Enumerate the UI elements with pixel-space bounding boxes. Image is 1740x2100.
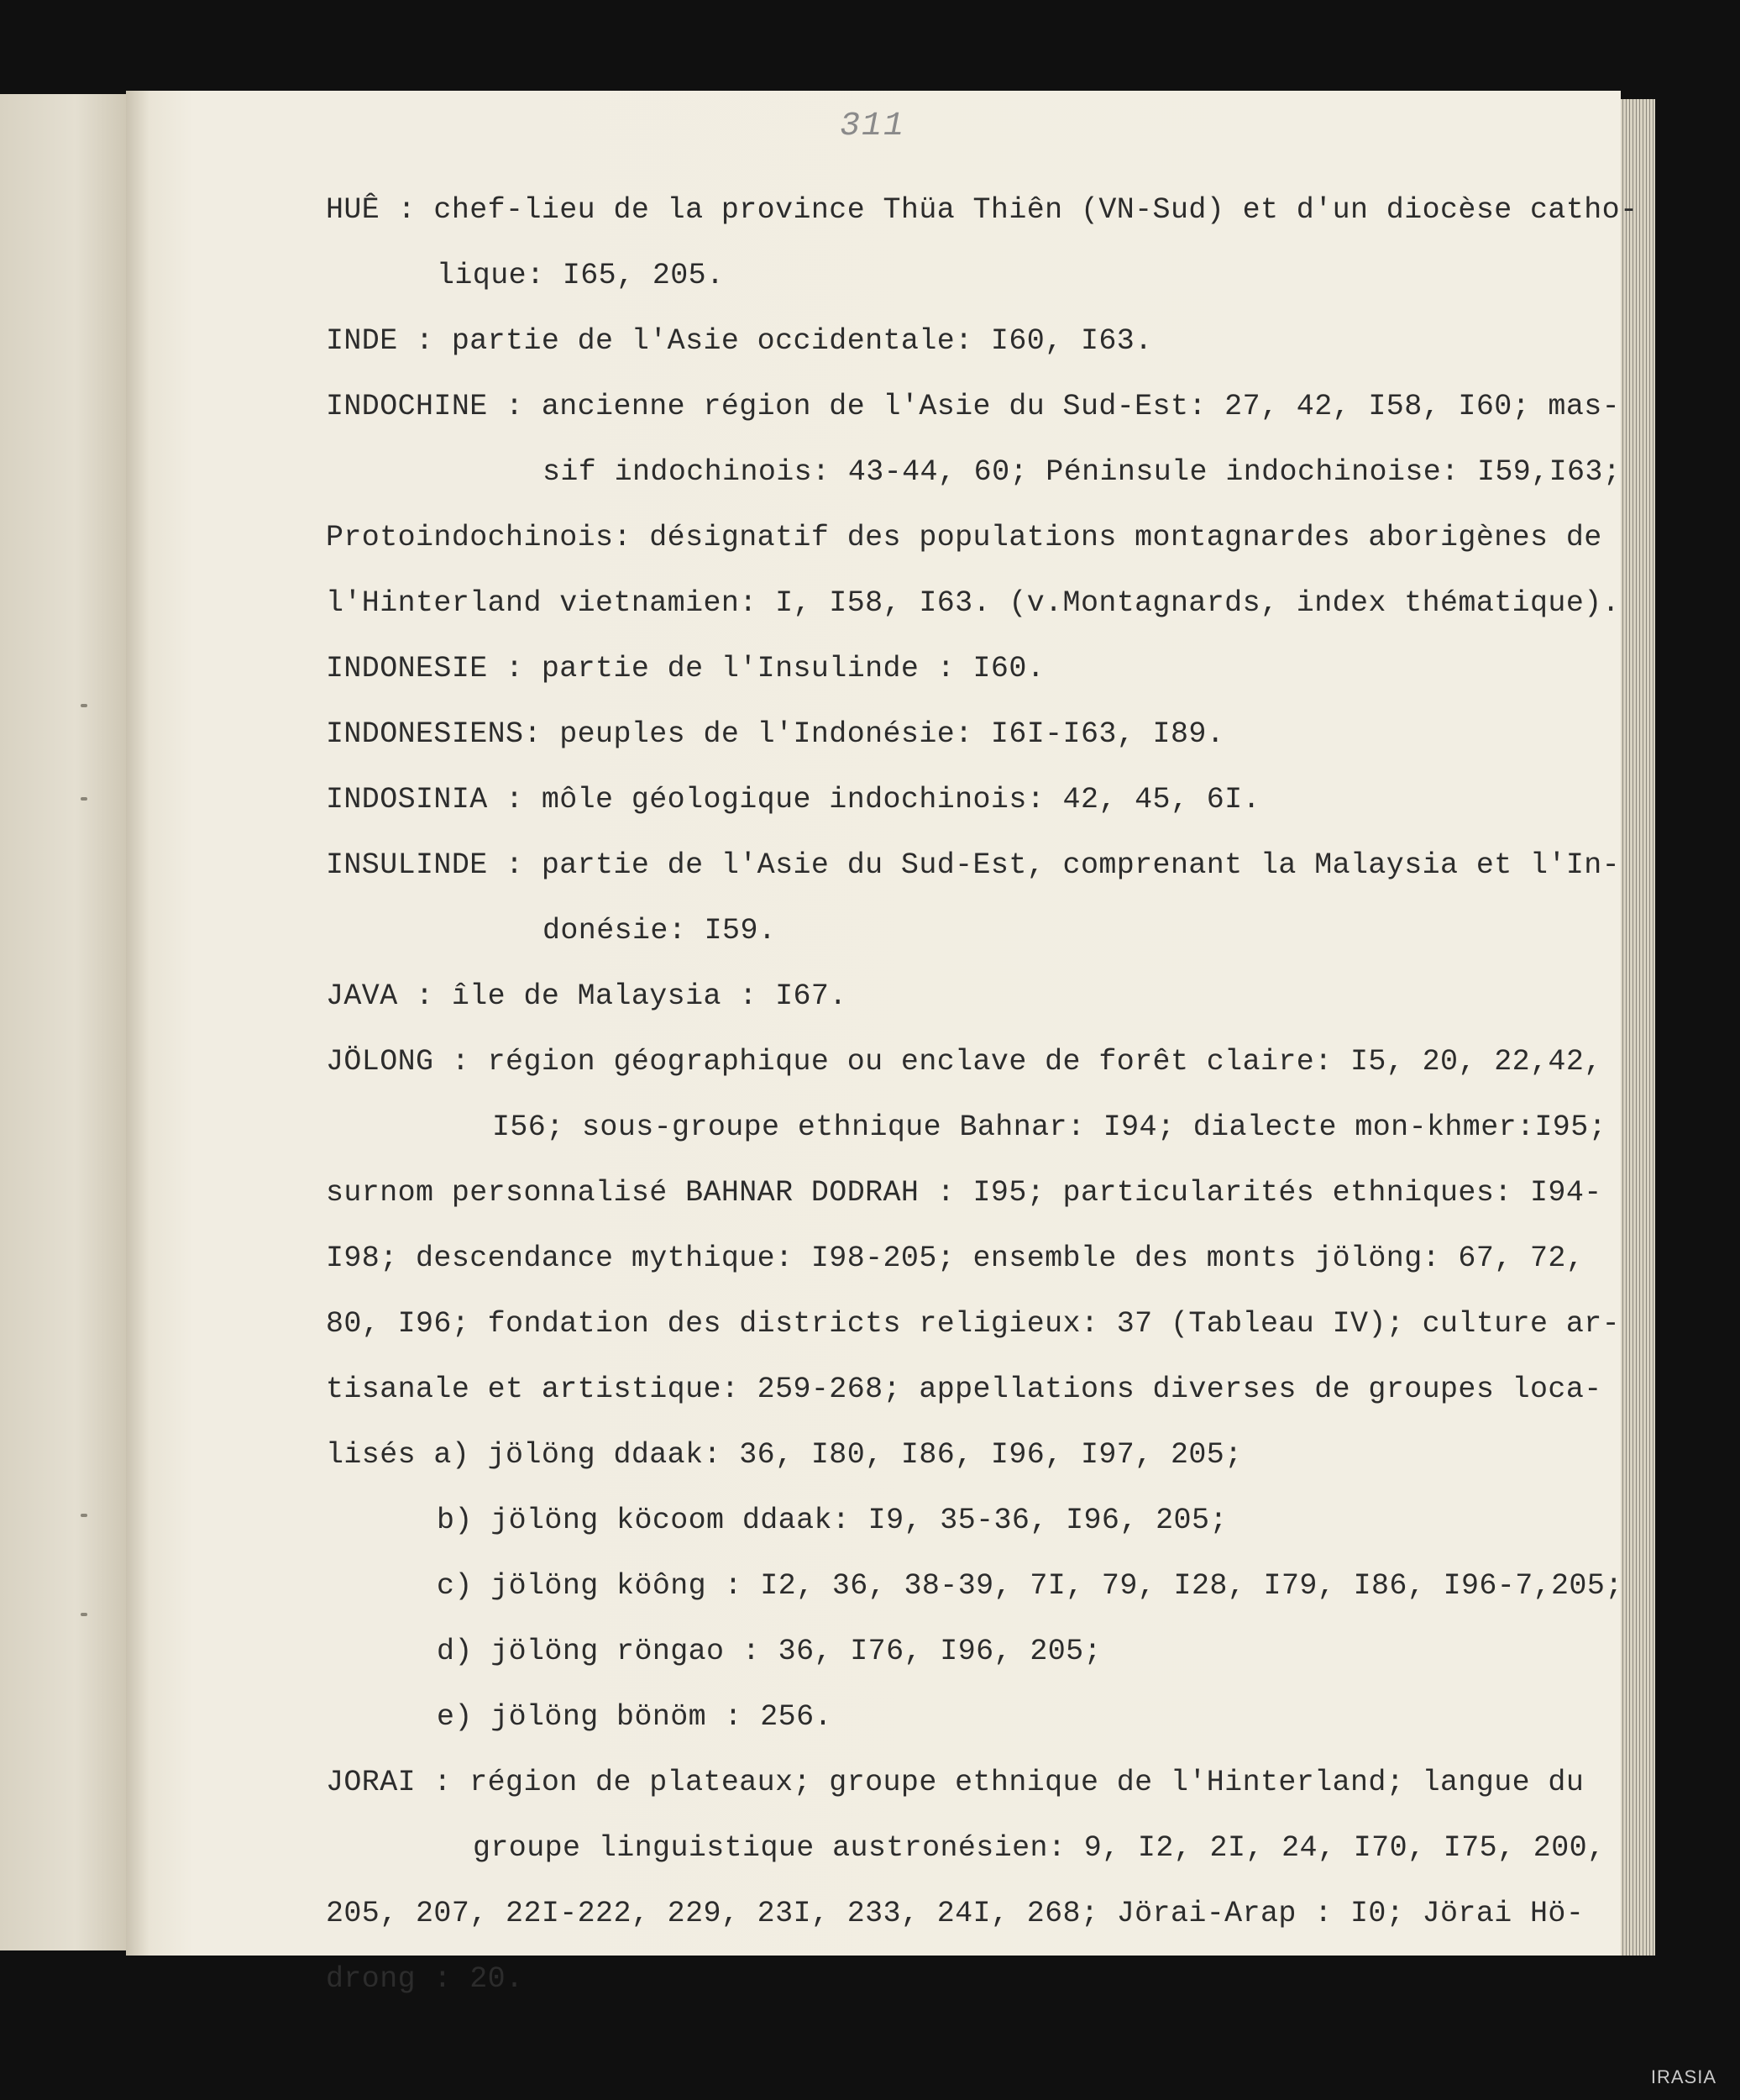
- text-line: I56; sous-groupe ethnique Bahnar: I94; dialecte mon-khmer:I95;: [492, 1110, 1607, 1144]
- text-line: I98; descendance mythique: I98-205; ensemble des monts jölöng: 67, 72,: [326, 1242, 1585, 1275]
- text-line: INDOCHINE : ancienne région de l'Asie du Sud-Est: 27, 42, I58, I60; mas-: [326, 390, 1621, 423]
- text-line: INDOSINIA : môle géologique indochinois: 42, 45, 6I.: [326, 783, 1260, 816]
- text-line: donésie: I59.: [542, 914, 777, 948]
- page-stack-edge: [1617, 99, 1655, 1956]
- text-line: INDONESIENS: peuples de l'Indonésie: I6I-I63, I89.: [326, 717, 1225, 751]
- text-line: JORAI : région de plateaux; groupe ethnique de l'Hinterland; langue du: [326, 1766, 1585, 1799]
- page-number: 311: [840, 108, 906, 145]
- text-line: Protoindochinois: désignatif des populations montagnardes aborigènes de: [326, 521, 1602, 554]
- watermark: IRASIA: [1650, 2066, 1716, 2087]
- text-line: sif indochinois: 43-44, 60; Péninsule indochinoise: I59,I63;: [542, 455, 1622, 489]
- binding-hole-mark: [81, 704, 87, 707]
- left-page-edge: [0, 94, 126, 1950]
- text-line: lisés a) jölöng ddaak: 36, I80, I86, I96, I97, 205;: [326, 1438, 1243, 1472]
- text-line: c) jölöng köông : I2, 36, 38-39, 7I, 79, I28, I79, I86, I96-7,205;: [437, 1569, 1623, 1603]
- text-line: groupe linguistique austronésien: 9, I2, 2I, 24, I70, I75, 200,: [473, 1831, 1606, 1865]
- text-line: surnom personnalisé BAHNAR DODRAH : I95; particularités ethniques: I94-: [326, 1176, 1602, 1210]
- binding-hole-mark: [81, 1514, 87, 1517]
- binding-hole-mark: [81, 797, 87, 801]
- document-page: [126, 91, 1638, 1996]
- text-line: INDE : partie de l'Asie occidentale: I60, I63.: [326, 324, 1153, 358]
- text-line: b) jölöng köcoom ddaak: I9, 35-36, I96, 205;: [437, 1504, 1228, 1537]
- binding-hole-mark: [81, 1613, 87, 1616]
- text-line: e) jölöng bönöm : 256.: [437, 1700, 832, 1734]
- text-line: tisanale et artistique: 259-268; appellations diverses de groupes loca-: [326, 1373, 1602, 1406]
- text-line: HUÊ : chef-lieu de la province Thüa Thiên (VN-Sud) et d'un diocèse catho-: [326, 193, 1638, 227]
- text-line: INDONESIE : partie de l'Insulinde : I60.: [326, 652, 1046, 685]
- text-line: lique: I65, 205.: [437, 259, 725, 292]
- text-line: drong : 20.: [326, 1962, 524, 1996]
- text-line: INSULINDE : partie de l'Asie du Sud-Est, comprenant la Malaysia et l'In-: [326, 848, 1621, 882]
- text-line: 205, 207, 22I-222, 229, 23I, 233, 24I, 268; Jörai-Arap : I0; Jörai Hö-: [326, 1897, 1585, 1930]
- text-line: l'Hinterland vietnamien: I, I58, I63. (v.Montagnards, index thématique).: [326, 586, 1621, 620]
- text-line: d) jölöng röngao : 36, I76, I96, 205;: [437, 1635, 1102, 1668]
- text-line: 80, I96; fondation des districts religieux: 37 (Tableau IV); culture ar-: [326, 1307, 1621, 1341]
- text-line: JAVA : île de Malaysia : I67.: [326, 979, 847, 1013]
- text-line: JÖLONG : région géographique ou enclave de forêt claire: I5, 20, 22,42,: [326, 1045, 1602, 1079]
